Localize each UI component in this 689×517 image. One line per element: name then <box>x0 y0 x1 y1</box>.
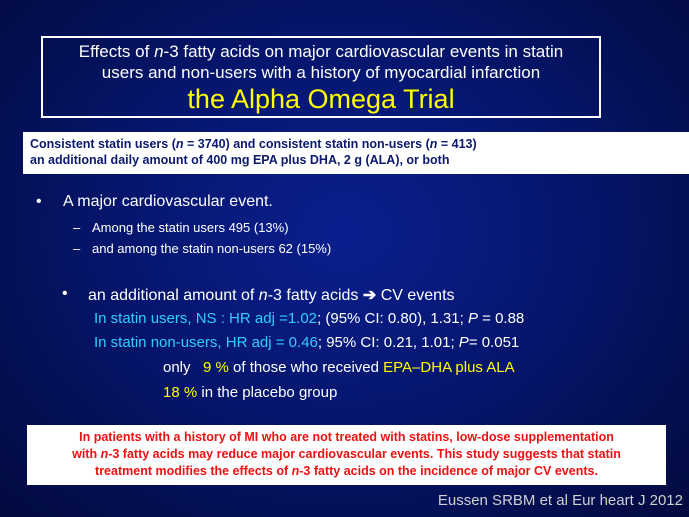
trial-name: the Alpha Omega Trial <box>187 84 455 114</box>
conclusion-line-1: In patients with a history of MI who are not treated with statins, low-dose supplementation <box>79 430 614 444</box>
dash-marker: – <box>73 241 81 256</box>
conclusion-line-3: treatment modifies the effects of n-3 fatty acids on the incidence of major CV events. <box>95 464 598 478</box>
bullet-marker: • <box>62 285 68 302</box>
citation: Eussen SRBM et al Eur heart J 2012 <box>437 492 683 509</box>
dash-marker: – <box>73 220 81 235</box>
conclusion-line-2: with n-3 fatty acids may reduce major cardiovascular events. This study suggests that statin <box>72 447 621 461</box>
treatment-line: only 9 % of those who received EPA–DHA plus ALA <box>163 359 515 376</box>
conclusion-box <box>27 425 666 485</box>
bullet-text: A major cardiovascular event. <box>63 193 273 210</box>
arrow-icon: ➔ <box>362 287 377 304</box>
sub-bullet-text: Among the statin users 495 (13%) <box>92 220 289 235</box>
result-statin-non-users: In statin non-users, HR adj = 0.46; 95% CI: 0.21, 1.01; P= 0.051 <box>94 334 520 351</box>
population-line: Consistent statin users (n = 3740) and consistent statin non-users (n = 413) <box>30 137 477 151</box>
title-line-1: Effects of n-3 fatty acids on major cardiovascular events in statin <box>78 42 564 61</box>
bullet-marker: • <box>36 193 42 210</box>
sub-bullet-text: and among the statin non-users 62 (15%) <box>92 241 332 256</box>
study-population-box <box>23 132 689 174</box>
bullet-text: an additional amount of n-3 fatty acids ➔ CV events <box>88 287 455 304</box>
title-line-2: users and non-users with a history of myocardial infarction <box>101 63 541 82</box>
title-box <box>41 36 601 118</box>
intervention-line: an additional daily amount of 400 mg EPA plus DHA, 2 g (ALA), or both <box>30 153 450 167</box>
placebo-line: 18 % in the placebo group <box>163 384 338 401</box>
result-statin-users: In statin users, NS : HR adj =1.02; (95% CI: 0.80), 1.31; P = 0.88 <box>94 310 525 327</box>
